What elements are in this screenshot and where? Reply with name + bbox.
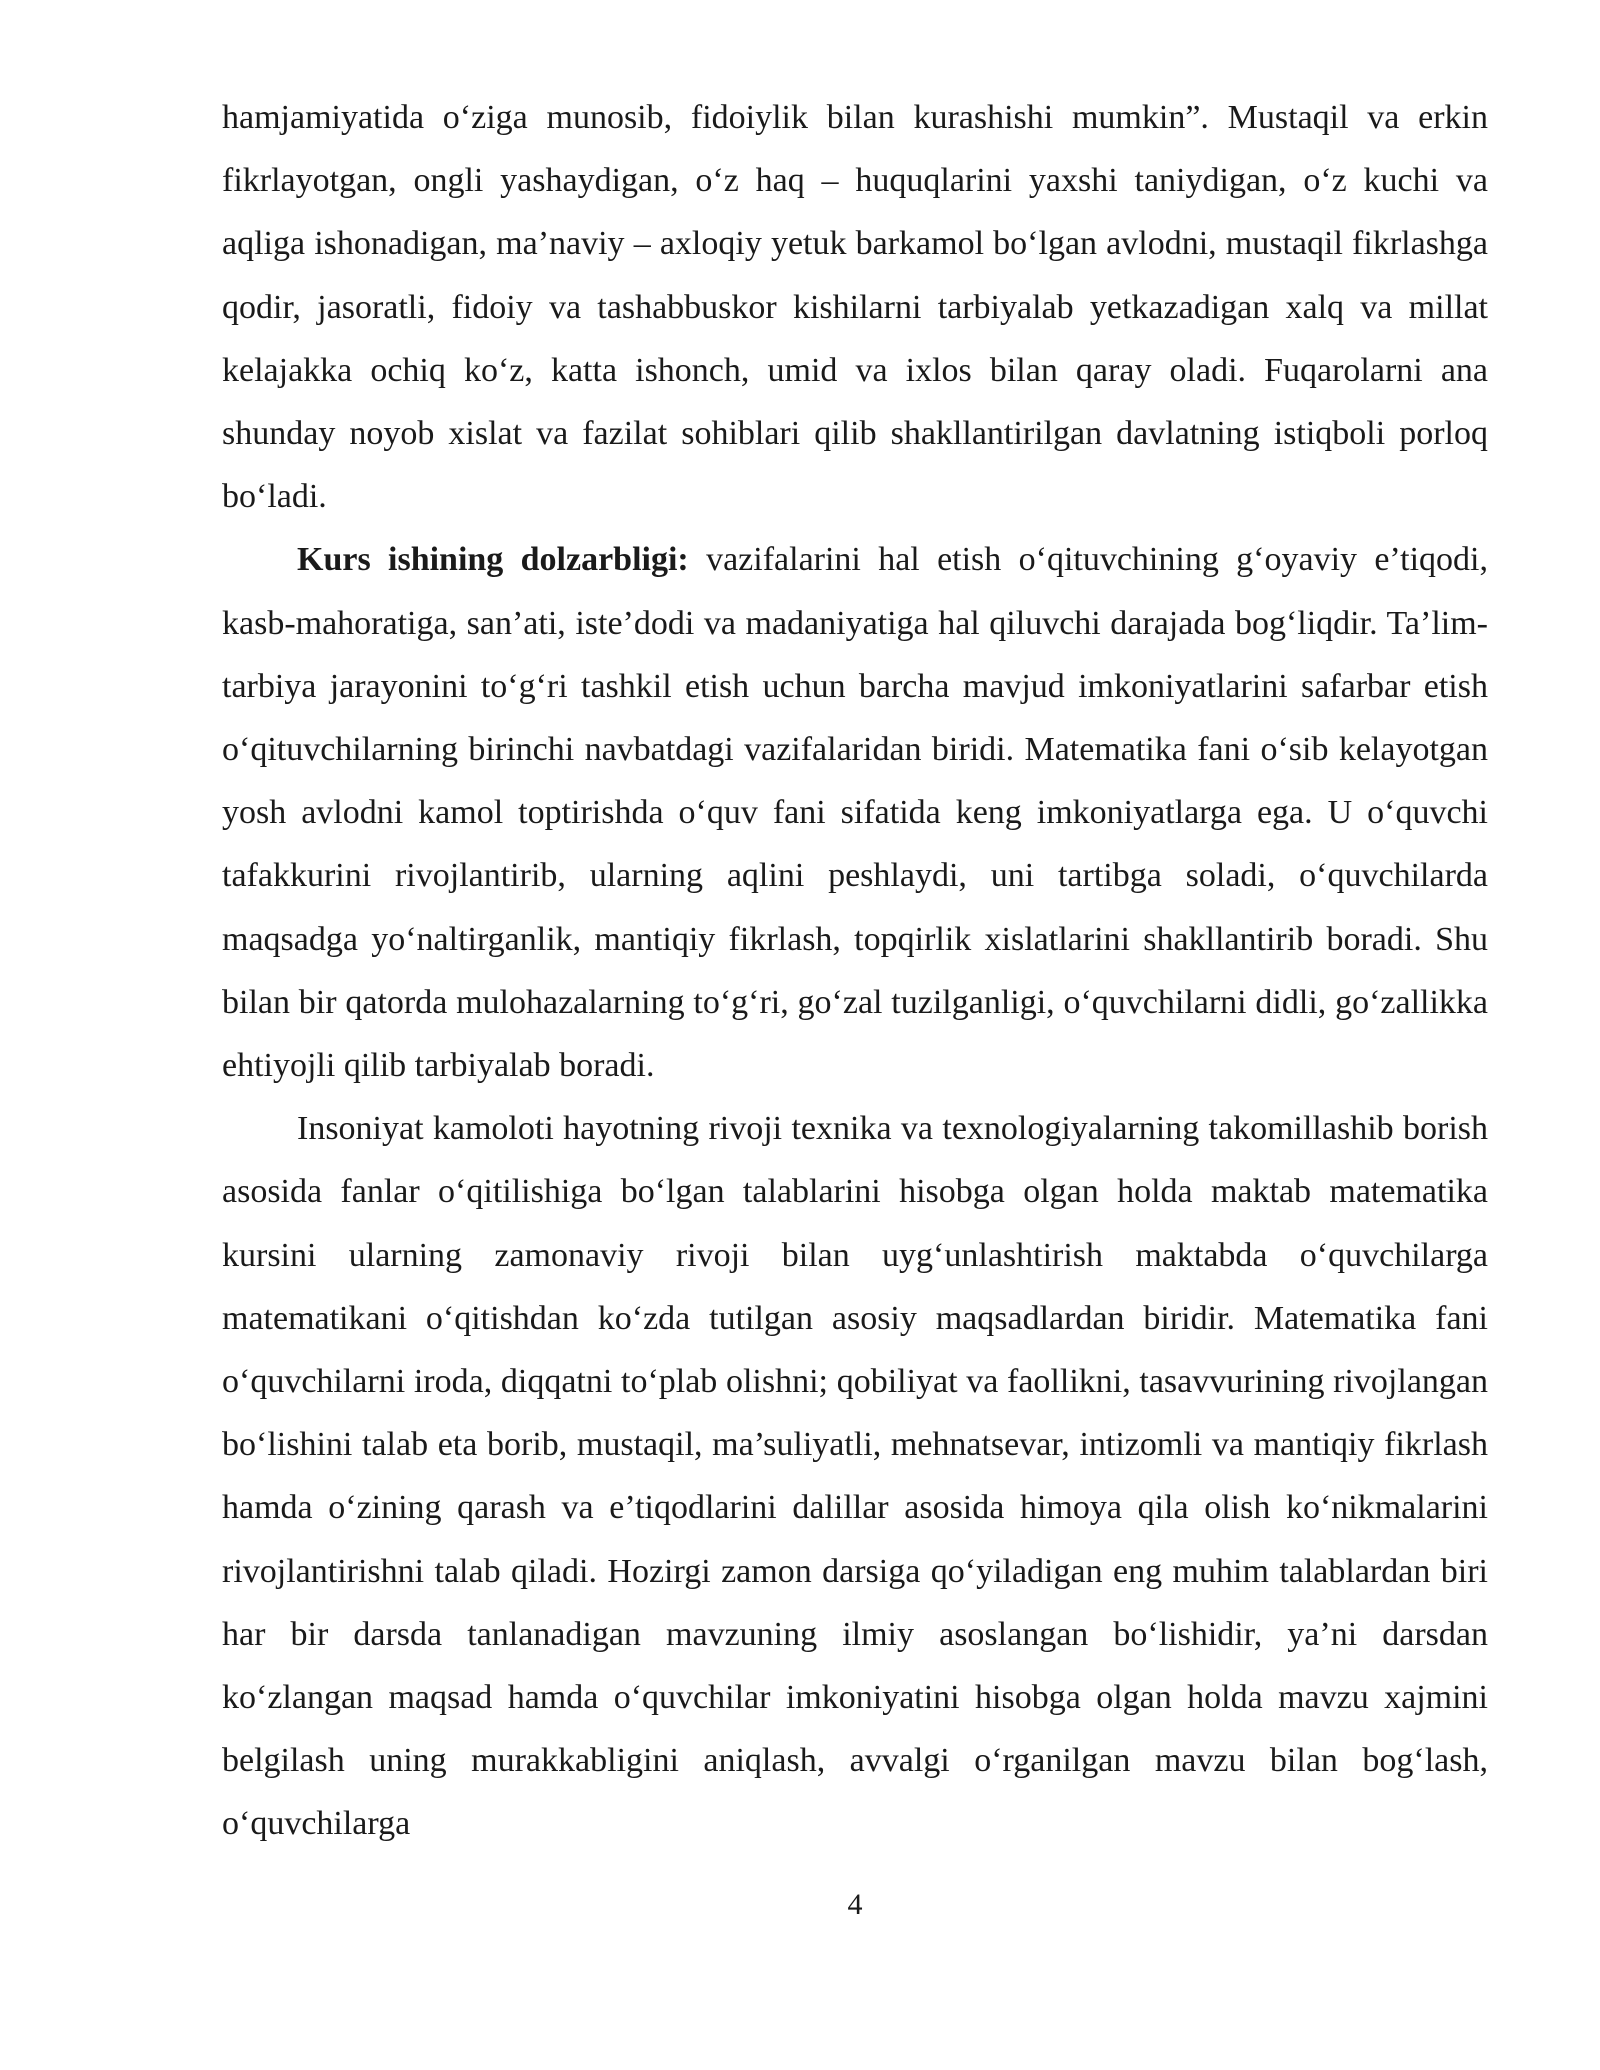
document-page — [222, 86, 1488, 1856]
paragraph-2-body: vazifalarini hal etish o‘qituvchining g‘oyaviy e’tiqodi, kasb-mahoratiga, san’ati, iste’dodi va madaniyatiga hal qiluvchi darajada bog‘liqdir. Ta’lim-tarbiya jarayonini to‘g‘ri tashkil etish uchun barcha mavjud imkoniyatlarini safarbar etish o‘qituvchilarning birinchi navbatdagi vazifalaridan biridi. Matematika fani o‘sib kelayotgan yosh avlodni kamol toptirishda o‘quv fani sifatida keng imkoniyatlarga ega. U o‘quvchi tafakkurini rivojlantirib, ularning aqlini peshlaydi, uni tartibga soladi, o‘quvchilarda maqsadga yo‘naltirganlik, mantiqiy fikrlash, topqirlik xislatlarini shakllantirib boradi. Shu bilan bir qatorda mulohazalarning to‘g‘ri, go‘zal tuzilganligi, o‘quvchilarni didli, go‘zallikka ehtiyojli qilib tarbiyalab boradi. — [222, 541, 1488, 1085]
paragraph-3: Insoniyat kamoloti hayotning rivoji texnika va texnologiyalarning takomillashib borish asosida fanlar o‘qitilishiga bo‘lgan talablarini hisobga olgan holda maktab matematika kursini ularning zamonaviy rivoji bilan uyg‘unlashtirish maktabda o‘quvchilarga matematikani o‘qitishdan ko‘zda tutilgan asosiy maqsadlardan biridir. Matematika fani o‘quvchilarni iroda, diqqatni to‘plab olishni; qobiliyat va faollikni, tasavvurining rivojlangan bo‘lishini talab eta borib, mustaqil, ma’suliyatli, mehnatsevar, intizomli va mantiqiy fikrlash hamda o‘zining qarash va e’tiqodlarini dalillar asosida himoya qila olish ko‘nikmalarini rivojlantirishni talab qiladi. Hozirgi zamon darsiga qo‘yiladigan eng muhim talablardan biri har bir darsda tanlanadigan mavzuning ilmiy asoslangan bo‘lishidir, ya’ni darsdan ko‘zlangan maqsad hamda o‘quvchilar imkoniyatini hisobga olgan holda mavzu xajmini belgilash uning murakkabligini aniqlash, avvalgi o‘rganilgan mavzu bilan bog‘lash, o‘quvchilarga — [222, 1110, 1488, 1843]
paragraph-2-heading: Kurs ishining dolzarbligi: — [297, 541, 689, 579]
paragraph-1: hamjamiyatida o‘ziga munosib, fidoiylik bilan kurashishi mumkin”. Mustaqil va erkin fikrlayotgan, ongli yashaydigan, o‘z haq – huquqlarini yaxshi taniydigan, o‘z kuchi va aqliga ishonadigan, ma’naviy – axloqiy yetuk barkamol bo‘lgan avlodni, mustaqil fikrlashga qodir, jasoratli, fidoiy va tashabbuskor kishilarni tarbiyalab yetkazadigan xalq va millat kelajakka ochiq ko‘z, katta ishonch, umid va ixlos bilan qaray oladi. Fuqarolarni ana shunday noyob xislat va fazilat sohiblari qilib shakllantirilgan davlatning istiqboli porloq bo‘ladi. — [222, 99, 1488, 516]
paragraph-2 — [222, 528, 1488, 1097]
page-number: 4 — [847, 1888, 863, 1921]
